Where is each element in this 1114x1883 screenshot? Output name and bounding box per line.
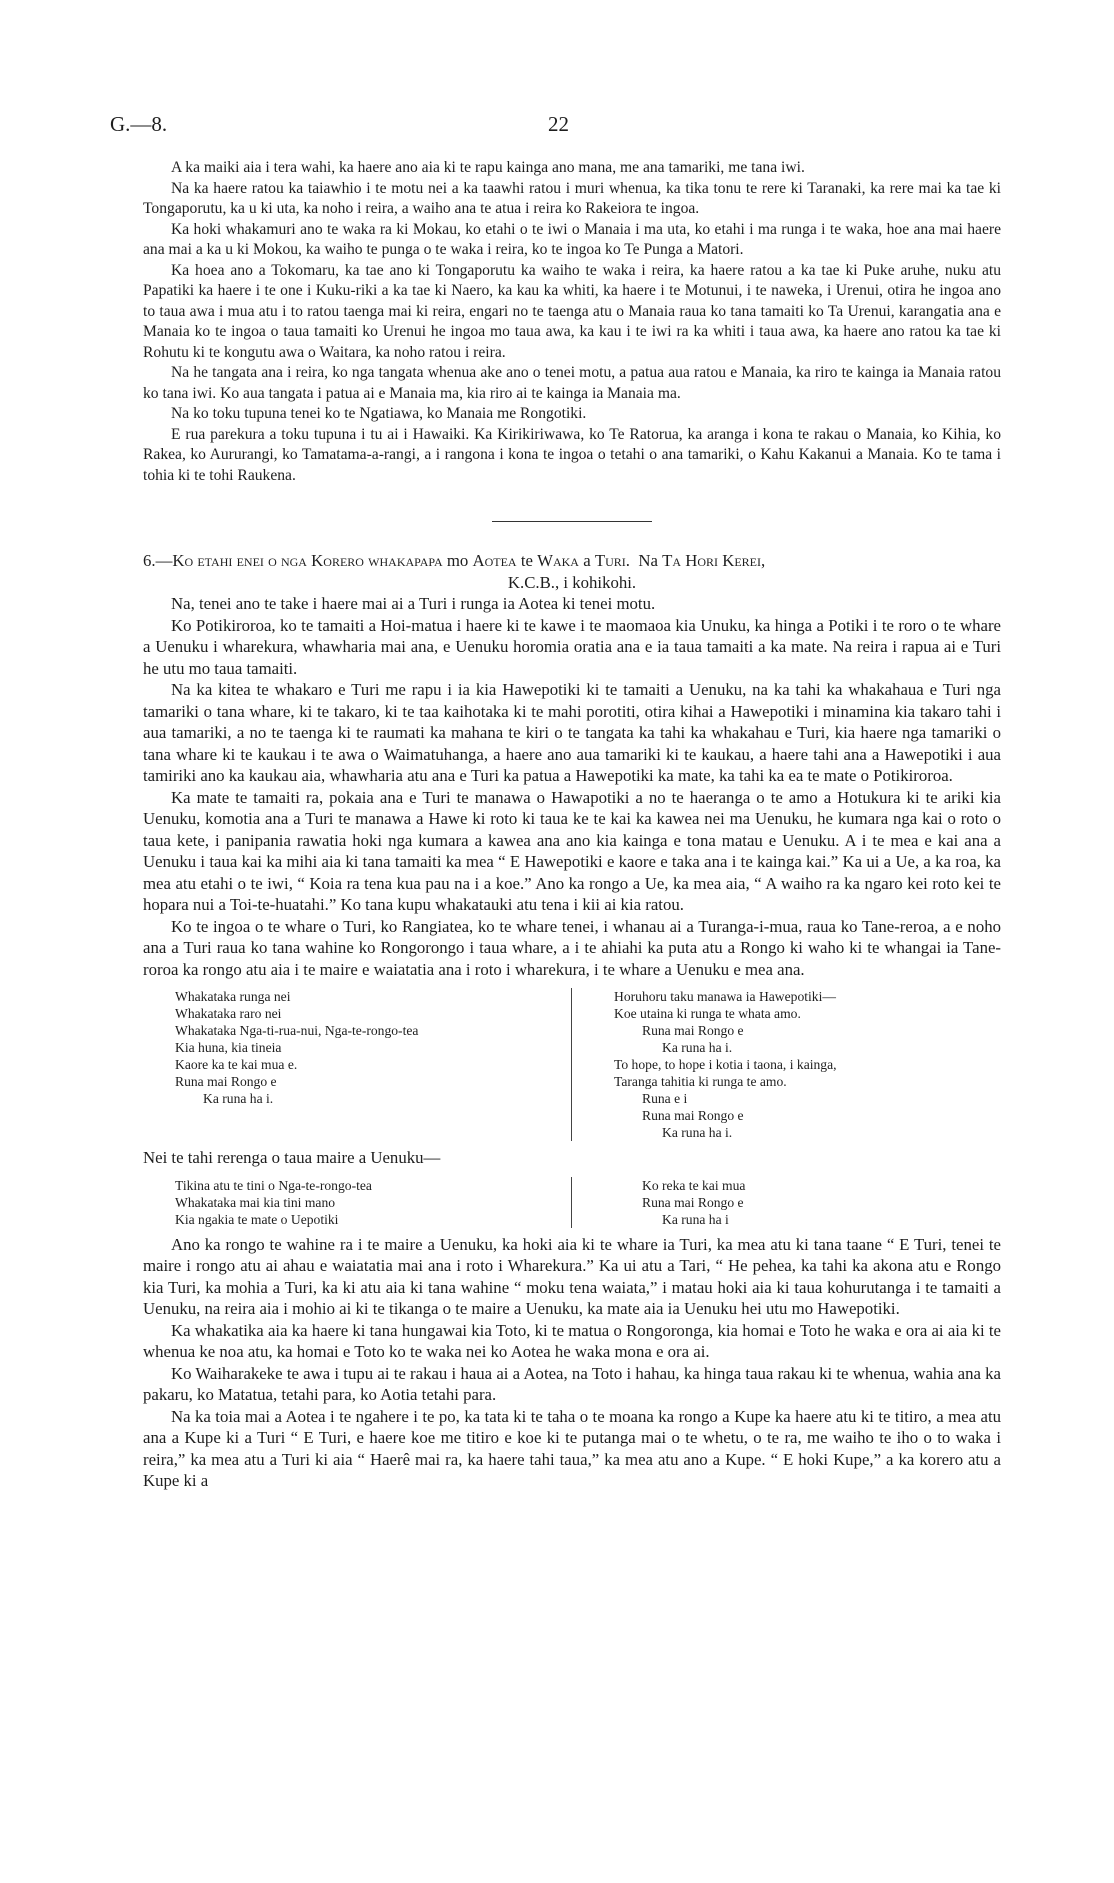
poem-line: Horuhoru taku manawa ia Hawepotiki— (614, 989, 836, 1004)
poem-right-column (572, 1177, 1001, 1228)
page-header (0, 112, 1114, 142)
poem-maire-2 (143, 1177, 1001, 1228)
poem-line: To hope, to hope i kotia i taona, i kainga, (614, 1057, 837, 1072)
poem-line: Ka runa ha i. (662, 1125, 733, 1140)
paragraph: Ko te ingoa o te whare o Turi, ko Rangiatea, ko te whare tenei, i whanau ai a Turanga-i-mua, raua ko Tane-reroa, a e noho ana a Turi raua ko tana wahine ko Rongorongo i taua whare, a i te ahiahi ka puta atu a Rongo ki waho ki te whangai ia Tane-roroa ka rongo atu aia i te maire e waiatatia ana i roto i wharekura, i te whare a Uenuku e mea ana. (143, 916, 1001, 979)
paragraph: Ano ka rongo te wahine ra i te maire a Uenuku, ka hoki aia ki te whare ia Turi, ka mea atu ki tana taane “ E Turi, tenei te maire i rongo atu ai ahau e waiatatia mai ana i roto i Wharekura.” Ka ui atu a Tari, “ He pehea, ka tahi ka akona atu e Rongo kia Turi, ka mohia a Turi, ka ki atu aia ki tana wahine “ moku tena waiata,” i matau hoki aia ki taua kohurutanga i te tamaiti a Uenuku, na reira aia i mohio ai ki te tikanga o te maire a Uenuku, ka mate aia ia Uenuku hei utu mo Hawepotiki. (143, 1234, 1001, 1318)
section-divider (492, 521, 652, 522)
paragraph: Na ko toku tupuna tenei ko te Ngatiawa, ko Manaia me Rongotiki. (171, 405, 587, 422)
paragraph: Na ka haere ratou ka taiawhio i te motu nei a ka taawhi ratou i muri whenua, ka tika tonu te rere ki Taranaki, ka rere mai ka tae ki Tongaporutu, ka u ki uta, ka noho i reira, a waiho ana te atua i reira ko Rakeiora te ingoa. (143, 179, 1001, 217)
paragraph: A ka maiki aia i tera wahi, ka haere ano aia ki te rapu kainga ano mana, me ana tamariki, me tana iwi. (171, 159, 805, 176)
poem-line: Runa e i (642, 1091, 688, 1106)
paragraph: E rua parekura a toku tupuna i tu ai i Hawaiki. Ka Kirikiriwawa, ko Te Ratorua, ka aranga i kona te rakau o Manaia, ko Kihia, ko Rakea, ko Aururangi, ko Tamatama-a-rangi, a i rangona i kona te ingoa o tetahi o ana tamariki, o Kahu Kakanui a Manaia. Ko te tama i tohia ki te tohi Raukena. (143, 425, 1001, 484)
poem-line: Runa mai Rongo e (175, 1074, 277, 1089)
poem-heading: Nei te tahi rerenga o taua maire a Uenuku— (143, 1148, 441, 1167)
poem-line: Taranga tahitia ki runga te amo. (614, 1074, 787, 1089)
paragraph: Ko Potikiroroa, ko te tamaiti a Hoi-matua i haere ki te kawe i te maomaoa kia Unuku, ka hinga a Potiki i te roro o te whare a Uenuku i wharekura, whawharia mai ana, e Uenuku horomia oratia ana e ia taua tamaiti a ka mate. Na reira i rapua ai e Turi he utu mo taua tamaiti. (143, 615, 1001, 678)
page-body (143, 158, 1001, 1492)
poem-line: Whakataka mai kia tini mano (175, 1194, 336, 1210)
poem-line: Runa mai Rongo e (642, 1194, 744, 1210)
paragraph: Na, tenei ano te take i haere mai ai a Turi i runga ia Aotea ki tenei motu. (171, 594, 656, 613)
poem-line: Ka runa ha i (662, 1211, 729, 1227)
page-number: 22 (548, 112, 569, 136)
paragraph: Ka mate te tamaiti ra, pokaia ana e Turi te manawa o Hawapotiki a no te haeranga o te amo a Hotukura ki te ariki kia Uenuku, komotia ana a Turi te manawa a Hawe ki roto ki taua ke te kai ka kawea nei ma Uenuku, he kumara nga kai o roto o taua kete, i panipania rawatia hoki nga kumara a kawea ana ano kia kainga e tona matau e Uenuku. A i te mea e kai ana a Uenuku i taua kai ka mihi aia ki tana tamaiti ka mea “ E Hawepotiki e kaore e taka ana i te kainga kai.” Ka ui a Ue, a ka roa, ka mea atu etahi o te iwi, “ Koia ra tena kua pau na i a koe.” Ano ka rongo a Ue, ka mea aia, “ A waiho ra ka ngaro kei roto kei te hopara nui a Toi-te-huatahi.” Ko tana kupu whakatauki atu tena i kii ai kia ratou. (143, 787, 1001, 914)
paragraph: Na he tangata ana i reira, ko nga tangata whenua ake ano o tenei motu, a patua aua ratou e Manaia, ka riro te kainga ia Manaia ratou ko tana iwi. Ko aua tangata i patua ai e Manaia ma, kia riro ai te kainga ia Manaia ma. (143, 364, 1001, 402)
paragraph: Ka whakatika aia ka haere ki tana hungawai kia Toto, ki te matua o Rongoronga, kia homai e Toto he waka e ora ai aia ki te whenua ke noa atu, ka homai e Toto ko te waka nei ko Aotea he waka mona e ora ai. (143, 1320, 1001, 1361)
poem-line: Whakataka raro nei (175, 1006, 282, 1021)
paragraph: Na ka kitea te whakaro e Turi me rapu i ia kia Hawepotiki ki te tamaiti a Uenuku, na ka tahi ka whakahaua e Turi nga tamariki o tana whare, ki te takaro, ki te taa kaihotaka ki te mahi porotiti, otira kihai a Hawepotiki i minamina kia takaro tahi i aua tamariki, a no te taenga ki te raumati ka mahana te kiri o te tangata ka tahi ka whakahau e Turi, kia haere nga tamariki o tana whare ki te kaukau i te awa o Waimatuhanga, a haere ano aua tamariki ki te kaukau, a haere tahi ana a Hawepotiki i aua tamiriki ano ka kaukau aia, whawharia atu ana e Turi ka patua a Hawepotiki ka mate, ka tahi ka ea te mate o Potikiroroa. (143, 680, 1001, 785)
poem-maire-1 (143, 988, 1001, 1141)
paragraph: Na ka toia mai a Aotea i te ngahere i te po, ka tata ki te taha o te moana ka rongo a Kupe ka haere atu ki te titiro, a mea atu ana a Kupe ki a Turi “ E Turi, e haere koe me titiro e koe ki te putanga mai o te whetu, o te ra, me waiho te iho o to waka i reira,” ka mea atu a Turi ki aia “ Haerê mai ra, ka haere tahi taua,” ka mea atu ano a Kupe. “ E hoki Kupe,” a ka korero atu a Kupe ki a (143, 1406, 1001, 1490)
poem-line: Kaore ka te kai mua e. (175, 1057, 298, 1072)
poem-line: Kia ngakia te mate o Uepotiki (175, 1211, 339, 1227)
poem-line: Ko reka te kai mua (642, 1177, 746, 1193)
poem-line: Whakataka runga nei (175, 989, 291, 1004)
section-number: 6. (143, 551, 156, 570)
poem-left-column (143, 988, 572, 1141)
paragraph: Ka hoki whakamuri ano te waka ra ki Mokau, ko etahi o te iwi o Manaia i ma uta, ko etahi i ma runga i te waka, hoe ana mai haere ana mai a ka u ki Mokou, ka waiho te punga o te waka i reira, ko te ingoa ko Te Punga a Matori. (143, 220, 1001, 258)
poem-line: Runa mai Rongo e (642, 1023, 744, 1038)
poem-left-column (143, 1177, 572, 1228)
poem-line: Runa mai Rongo e (642, 1108, 744, 1123)
section-title: 6.—Ko etahi enei o nga Korero whakapapa mo Aotea te Waka a Turi. Na Ta Hori Kerei, K.C.B., i kohikohi. (143, 551, 766, 592)
document-id: G.—8. (110, 112, 168, 136)
poem-right-column (572, 988, 1001, 1141)
poem-line: Tikina atu te tini o Nga-te-rongo-tea (175, 1177, 372, 1193)
paragraph: Ka hoea ano a Tokomaru, ka tae ano ki Tongaporutu ka waiho te waka i reira, ka haere ratou a ka tae ki Puke aruhe, nuku atu Papatiki ka haere i te one i Kuku-riki a ka tae ki Naero, ka kau ka whiti, ka haere i te Motunui, i te naweka, i Urenui, otira he ingoa ano to taua awa i mua atu i to ratou taenga mai ki reira, engari no te taenga atu o Manaia raua ko tana tamaiti ko Ta Urenui, karangatia ana e Manaia ko te ingoa o taua tamaiti ko Urenui he ingoa mo taua awa, ka kau i te iwi ra ka whiti i taua awa, ka haere ano ratou ka tae ki Rohutu ki te kongutu awa o Waitara, ka noho ratou i reira. (143, 261, 1001, 361)
poem-line: Koe utaina ki runga te whata amo. (614, 1006, 801, 1021)
poem-line: Kia huna, kia tineia (175, 1040, 282, 1055)
paragraph: Ko Waiharakeke te awa i tupu ai te rakau i haua ai a Aotea, na Toto i hahau, ka hinga taua rakau ki te whenua, wahia ana ka pakaru, ko Matatua, tetahi para, ko Aotia tetahi para. (143, 1363, 1001, 1404)
poem-line: Whakataka Nga-ti-rua-nui, Nga-te-rongo-tea (175, 1023, 419, 1038)
section-6 (143, 550, 1001, 1492)
poem-line: Ka runa ha i. (203, 1091, 274, 1106)
poem-line: Ka runa ha i. (662, 1040, 733, 1055)
